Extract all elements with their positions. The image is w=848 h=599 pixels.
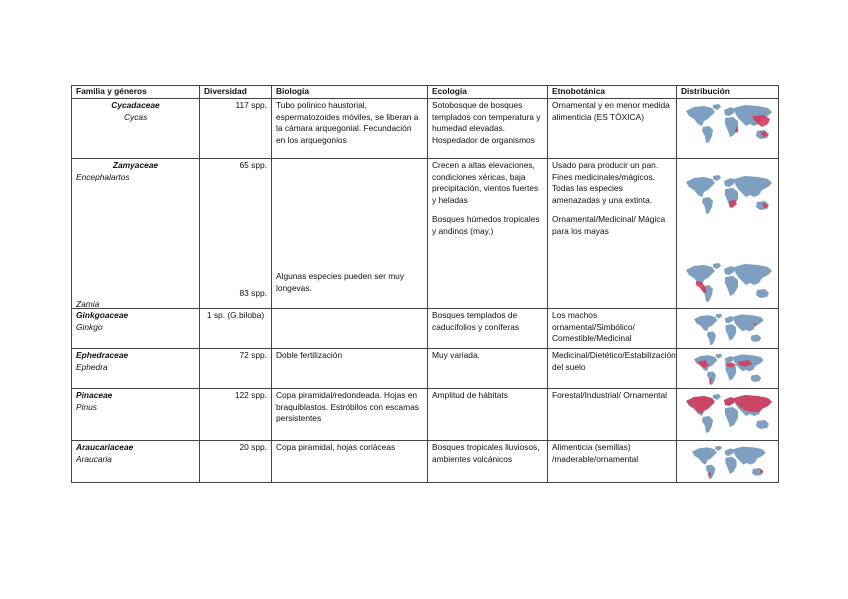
world-map-icon <box>682 444 774 480</box>
distribution-cell <box>677 441 779 483</box>
world-map-icon <box>682 102 774 144</box>
diversity-cell <box>200 159 272 309</box>
ethnobotany-cell: Medicinal/Dietético/Estabilización del suelo <box>548 349 677 389</box>
family-name: Araucariaceae <box>76 442 134 452</box>
distribution-cell <box>677 159 779 309</box>
header-ethnobotany: Etnobotánica <box>548 86 677 99</box>
distribution-cell <box>677 99 779 159</box>
biology-cell <box>272 159 428 309</box>
world-map-icon <box>682 312 774 346</box>
header-diversity: Diversidad <box>200 86 272 99</box>
header-ecology: Ecología <box>428 86 548 99</box>
family-name: Ephedraceae <box>76 350 129 360</box>
world-map-icon <box>682 392 774 434</box>
family-name: Pinaceae <box>76 390 113 400</box>
header-families: Familia y géneros <box>72 86 200 99</box>
diversity-value-2: 83 spp. <box>239 287 267 298</box>
ethnobotany-value: Usado para producir un pan. Fines medicinales/mágicos. Todas las especies amenazadas y una extinta. <box>552 160 659 205</box>
genus-name: Ephedra <box>76 361 108 372</box>
table-row <box>72 159 779 309</box>
family-cell <box>72 349 200 389</box>
ecology-value: Crecen a altas elevaciones, condiciones xéricas, baja precipitación, vientos fuertes y heladas <box>432 160 539 205</box>
diversity-cell: 20 spp. <box>200 441 272 483</box>
table-row <box>72 389 779 441</box>
world-map-icon <box>682 261 774 303</box>
biology-cell: Tubo polínico haustorial, espermatozoides móviles, se liberan a la cámara arquegonial. Fecundación en los arquegonios <box>272 99 428 159</box>
family-cell <box>72 441 200 483</box>
family-cell <box>72 159 200 309</box>
diversity-cell: 1 sp. (G.biloba) <box>200 309 272 349</box>
ecology-cell: Bosques templados de caducifolios y coníferas <box>428 309 548 349</box>
ecology-cell: Bosques tropicales lluviosos, ambientes volcánicos <box>428 441 548 483</box>
ecology-value-2: Bosques húmedos tropicales y andinos (may.) <box>432 214 540 236</box>
family-cell <box>72 309 200 349</box>
biology-value-2: Algunas especies pueden ser muy longevas. <box>276 271 405 293</box>
diversity-cell: 117 spp. <box>200 99 272 159</box>
genus-name: Cycas <box>124 111 148 122</box>
ecology-cell <box>428 159 548 309</box>
table-row <box>72 99 779 159</box>
table-row <box>72 309 779 349</box>
diversity-cell: 72 spp. <box>200 349 272 389</box>
ethnobotany-cell: Ornamental y en menor medida alimenticia (ES TÓXICA) <box>548 99 677 159</box>
ethnobotany-cell: Alimenticia (semillas) /maderable/ornamental <box>548 441 677 483</box>
world-map-icon <box>682 352 774 386</box>
table-row <box>72 349 779 389</box>
ecology-cell: Amplitud de hábitats <box>428 389 548 441</box>
world-map-icon <box>682 173 774 215</box>
ecology-cell: Muy variada. <box>428 349 548 389</box>
distribution-cell <box>677 349 779 389</box>
family-cell <box>72 99 200 159</box>
gymnosperm-table <box>71 85 779 483</box>
ethnobotany-cell: Forestal/Industrial/ Ornamental <box>548 389 677 441</box>
biology-cell: Copa piramidal/redondeada. Hojas en braquiblastos. Estróbilos con escamas persistentes <box>272 389 428 441</box>
genus-name: Encephalartos <box>76 171 130 182</box>
ethnobotany-cell <box>548 159 677 309</box>
ecology-cell: Sotobosque de bosques templados con temperatura y humedad elevadas. Hospedador de organismos <box>428 99 548 159</box>
header-distribution: Distribución <box>677 86 779 99</box>
biology-cell: Copa piramidal, hojas coriáceas <box>272 441 428 483</box>
family-name: Ginkgoaceae <box>76 310 129 320</box>
family-cell <box>72 389 200 441</box>
header-biology: Biología <box>272 86 428 99</box>
diversity-cell: 122 spp. <box>200 389 272 441</box>
genus-name: Araucaria <box>76 453 112 464</box>
genus-name: Ginkgo <box>76 321 103 332</box>
distribution-cell <box>677 309 779 349</box>
biology-cell <box>272 309 428 349</box>
distribution-cell <box>677 389 779 441</box>
biology-cell: Doble fertilización <box>272 349 428 389</box>
biology-value <box>276 160 423 171</box>
family-name: Cycadaceae <box>111 100 160 110</box>
genus-name: Pinus <box>76 401 97 412</box>
family-name: Zamyaceae <box>112 160 159 170</box>
ethnobotany-value-2: Ornamental/Medicinal/ Mágica para los mayas <box>552 214 666 236</box>
diversity-value: 65 spp. <box>239 160 267 170</box>
table-row <box>72 441 779 483</box>
genus-name-2: Zamia <box>76 299 100 310</box>
table-header-row <box>72 86 779 99</box>
ethnobotany-cell: Los machos ornamental/Simbólico/ Comestible/Medicinal <box>548 309 677 349</box>
